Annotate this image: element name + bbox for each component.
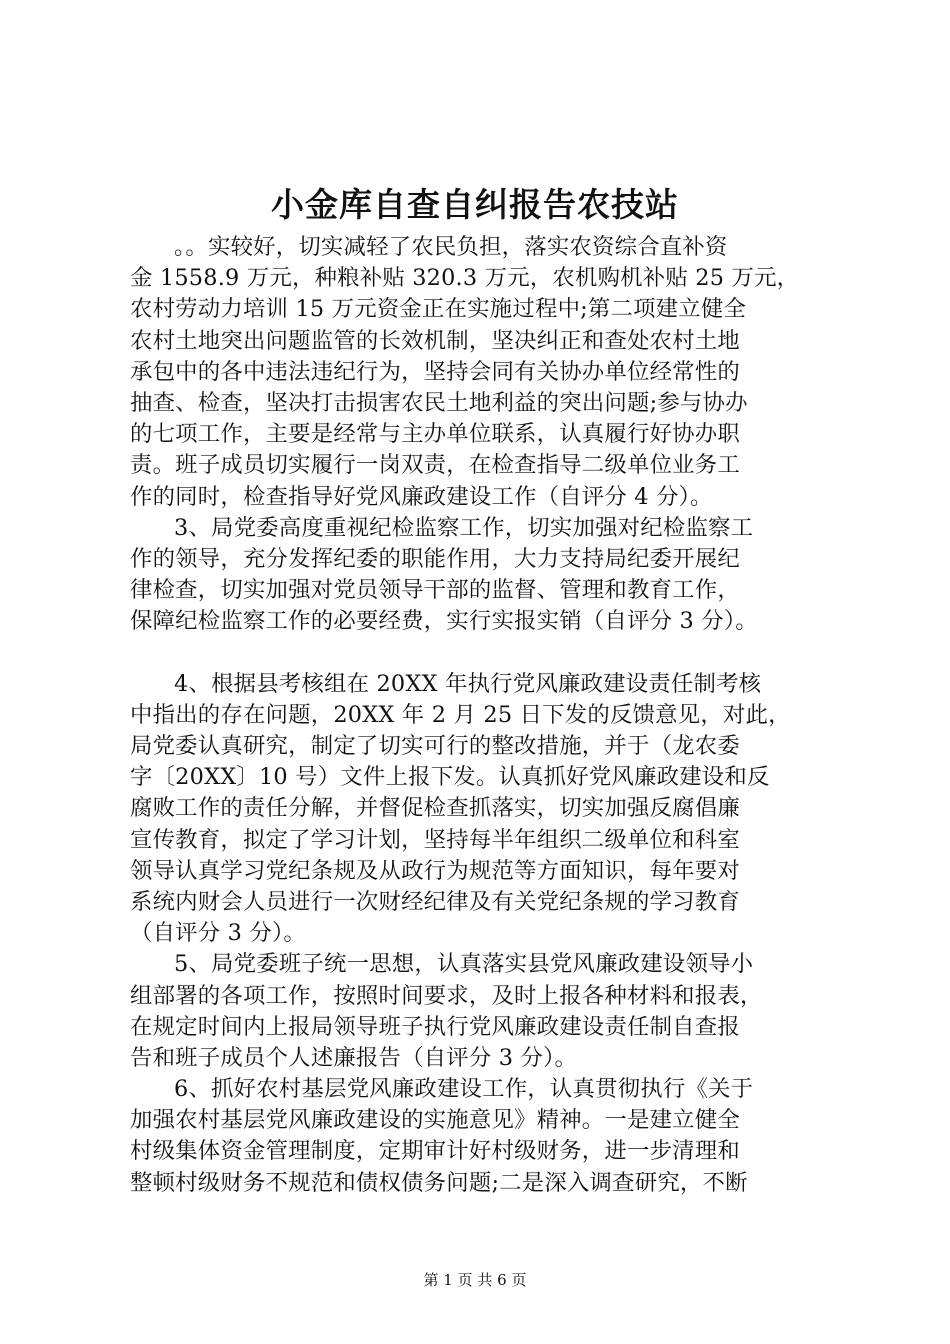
- text-line: 中指出的存在问题，20XX 年 2 月 25 日下发的反馈意见，对此，: [130, 701, 791, 728]
- text-line: 责。班子成员切实履行一岗双责，在检查指导二级单位业务工: [130, 452, 740, 479]
- text-line: 系统内财会人员进行一次财经纪律及有关党纪条规的学习教育: [130, 888, 740, 915]
- paragraph-spacer: [130, 637, 830, 668]
- text-line: 3、局党委高度重视纪检监察工作，切实加强对纪检监察工: [174, 514, 754, 541]
- page-footer: 第 1 页 共 6 页: [423, 1271, 527, 1289]
- text-line: 腐败工作的责任分解，并督促检查抓落实，切实加强反腐倡廉: [130, 795, 740, 822]
- text-line: 金 1558.9 万元，种粮补贴 320.3 万元，农机购机补贴 25 万元，: [130, 265, 800, 292]
- text-line: 局党委认真研究，制定了切实可行的整改措施，并于（龙农委: [130, 733, 740, 759]
- text-line: 农村劳动力培训 15 万元资金正在实施过程中;第二项建立健全: [130, 296, 747, 323]
- text-line: 作的同时，检查指导好党风廉政建设工作（自评分 4 分）。: [130, 483, 713, 510]
- text-line: 的七项工作，主要是经常与主办单位联系，认真履行好协办职: [130, 421, 740, 448]
- paragraph: [130, 513, 830, 638]
- text-line: 6、抓好农村基层党风廉政建设工作，认真贯彻执行《关于: [174, 1076, 754, 1103]
- text-line: 加强农村基层党风廉政建设的实施意见》精神。一是建立健全: [130, 1107, 740, 1134]
- text-line: 村级集体资金管理制度，定期审计好村级财务，进一步清理和: [130, 1138, 740, 1165]
- text-line: 承包中的各中违法违纪行为，坚持会同有关协办单位经常性的: [130, 358, 740, 385]
- paragraph: [130, 949, 830, 1074]
- text-line: 作的领导，充分发挥纪委的职能作用，大力支持局纪委开展纪: [130, 545, 740, 572]
- text-line: （自评分 3 分）。: [130, 920, 307, 947]
- text-line: 字〔20XX〕10 号）文件上报下发。认真抓好党风廉政建设和反: [130, 764, 770, 791]
- text-line: 组部署的各项工作，按照时间要求，及时上报各种材料和报表，: [130, 982, 763, 1009]
- document-title: 小金库自查自纠报告农技站: [271, 185, 679, 224]
- paragraph: [130, 232, 830, 513]
- text-line: 保障纪检监察工作的必要经费，实行实报实销（自评分 3 分）。: [130, 608, 758, 635]
- text-line: 在规定时间内上报局领导班子执行党风廉政建设责任制自查报: [130, 1013, 740, 1040]
- text-line: 抽查、检查，坚决打击损害农民土地利益的突出问题;参与协办: [130, 389, 748, 416]
- paragraph: [130, 1074, 830, 1199]
- text-line: 4、根据县考核组在 20XX 年执行党风廉政建设责任制考核: [174, 670, 762, 697]
- text-line: 宣传教育，拟定了学习计划，坚持每半年组织二级单位和科室: [130, 826, 740, 853]
- text-line: 领导认真学习党纪条规及从政行为规范等方面知识，每年要对: [130, 857, 740, 884]
- text-line: 5、局党委班子统一思想，认真落实县党风廉政建设领导小: [174, 951, 754, 978]
- text-line: 农村土地突出问题监管的长效机制，坚决纠正和查处农村土地: [130, 327, 740, 354]
- text-line: 整顿村级财务不规范和债权债务问题;二是深入调查研究，不断: [130, 1169, 748, 1196]
- text-line: 。。实较好，切实减轻了农民负担，落实农资综合直补资: [174, 234, 728, 260]
- text-line: 告和班子成员个人述廉报告（自评分 3 分）。: [130, 1044, 578, 1071]
- text-line: 律检查，切实加强对党员领导干部的监督、管理和教育工作，: [130, 577, 740, 604]
- document-body: [130, 232, 830, 1199]
- paragraph: [130, 669, 830, 950]
